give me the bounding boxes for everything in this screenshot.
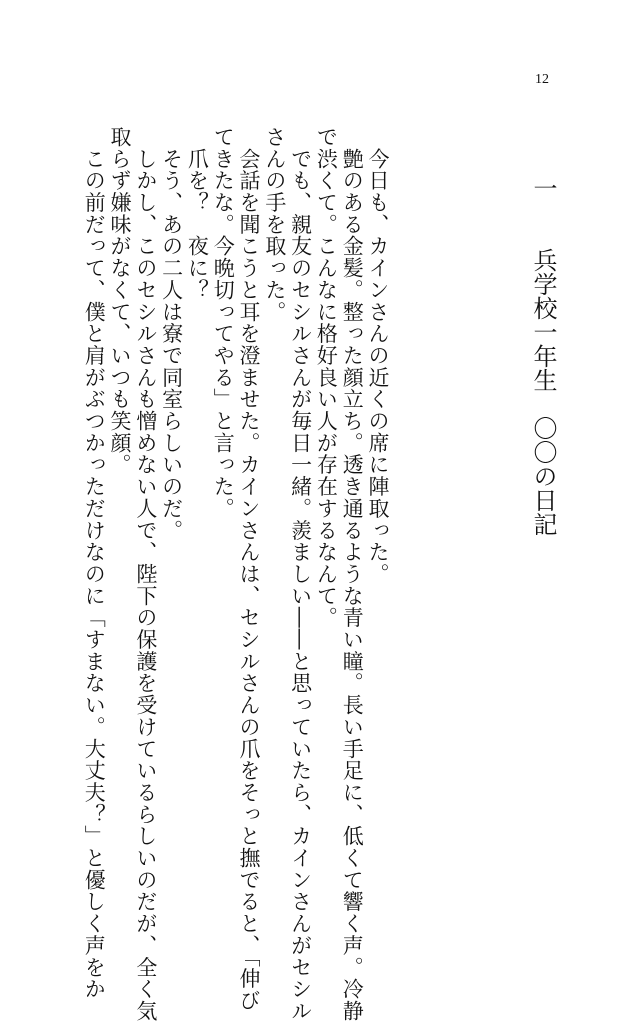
chapter-title: 一 兵学校一年生 〇〇の日記	[529, 176, 557, 536]
text-line: しかし、このセシルさんも憎めない人で、陛下の保護を受けているらしいのだが、全く気	[133, 126, 158, 1022]
text-line: 艶のある金髪。整った顔立ち。透き通るような青い瞳。長い手足に、低くて響く声。冷静	[340, 126, 365, 1022]
text-line: で渋くて。こんなに格好良い人が存在するなんて。	[314, 126, 339, 629]
text-line: 爪を？ 夜に？	[185, 126, 210, 301]
text-line: 取らず嫌味がなくて、いつも笑顔。	[108, 126, 133, 476]
page-number: 12	[535, 72, 549, 87]
body-text	[82, 126, 390, 1022]
text-line: 会話を聞こうと耳を澄ませた。カインさんは、セシルさんの爪をそっと撫でると、「伸び	[237, 126, 262, 1012]
text-line: でも、親友のセシルさんが毎日一緒。羨ましい――と思っていたら、カインさんがセシル	[288, 126, 313, 1022]
text-line: 今日も、カインさんの近くの席に陣取った。	[366, 126, 390, 585]
text-line: てきたな。今晩切ってやる」と言った。	[211, 126, 236, 520]
text-line: さんの手を取った。	[262, 126, 287, 323]
text-line: この前だって、僕と肩がぶつかっただけなのに「すまない。大丈夫？」と優しく声をか	[82, 126, 107, 1000]
text-line: そう、あの二人は寮で同室らしいのだ。	[159, 126, 184, 542]
